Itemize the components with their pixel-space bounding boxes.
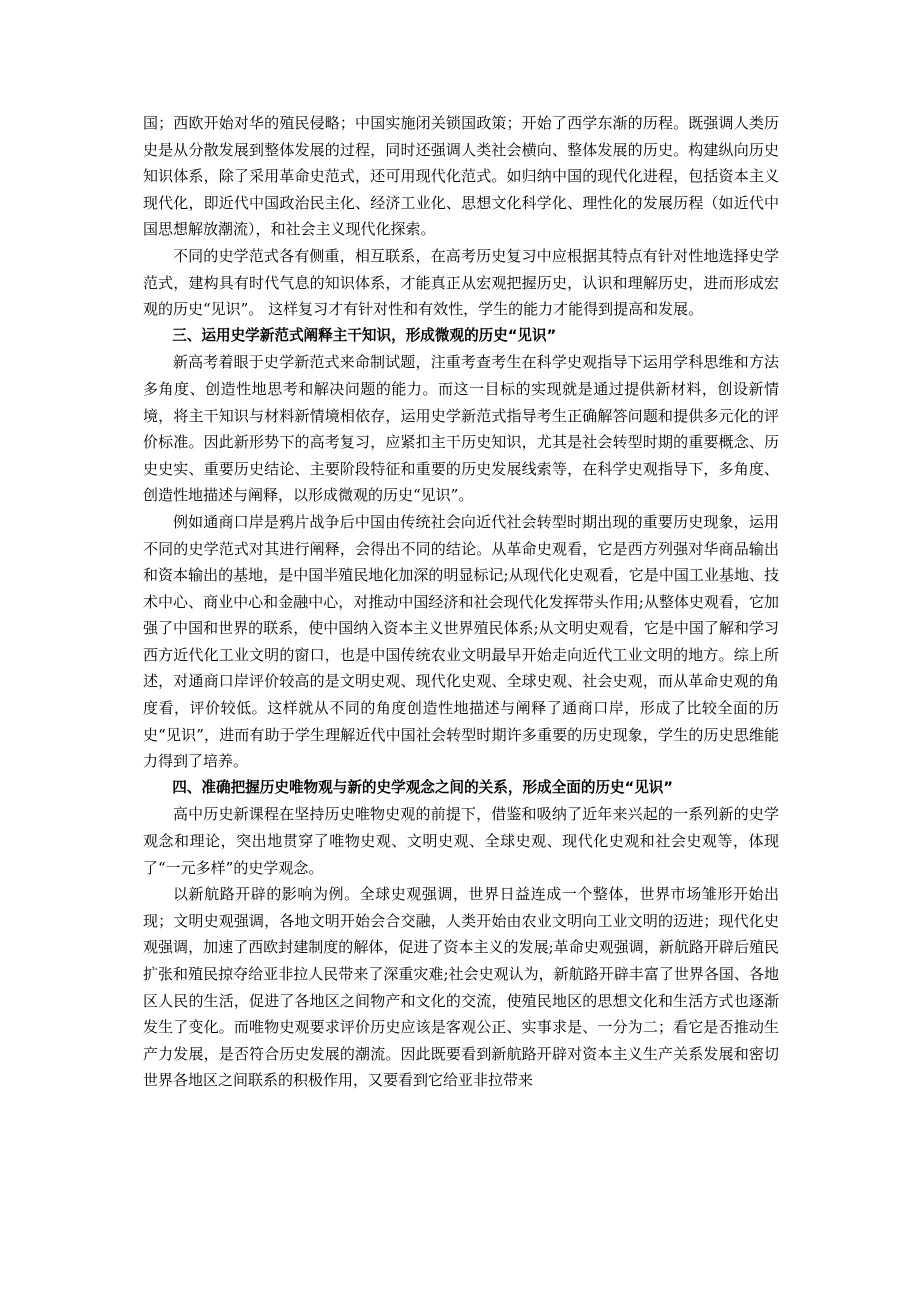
body-paragraph-6: 以新航路开辟的影响为例。全球史观强调，世界日益连成一个整体，世界市场雏形开始出现；文明史观强调，各地文明开始会合交融，人类开始由农业文明向工业文明的迈进；现代化史观强调，加速了西欧封建制度的解体，促进了资本主义的发展;革命史观强调，新航路开辟后殖民扩张和殖民掠夺给亚非拉人民带来了深重灾难;社会史观认为，新航路开辟丰富了世界各国、各地区人民的生活，促进了各地区之间物产和文化的交流，使殖民地区的思想文化和生活方式也逐渐发生了变化。而唯物史观要求评价历史应该是客观公正、实事求是、一分为二；看它是否推动生产力发展，是否符合历史发展的潮流。因此既要看到新航路开辟对资本主义生产关系发展和密切世界各地区之间联系的积极作用，又要看到它给亚非拉带来 — [143, 885, 779, 1090]
document-page — [143, 110, 779, 1094]
body-paragraph-2: 不同的史学范式各有侧重，相互联系，在高考历史复习中应根据其特点有针对性地选择史学范式，建构具有时代气息的知识体系，才能真正从宏观把握历史，认识和理解历史，进而形成宏观的历史“见识”。 这样复习才有针对性和有效性，学生的能力才能得到提高和发展。 — [143, 246, 779, 319]
body-paragraph-3: 新高考着眼于史学新范式来命制试题，注重考查考生在科学史观指导下运用学科思维和方法多角度、创造性地思考和解决问题的能力。而这一目标的实现就是通过提供新材料，创设新情境，将主干知识与材料新情境相依存，运用史学新范式指导考生正确解答问题和提供多元化的评价标准。因此新形势下的高考复习，应紧扣主干历史知识，尤其是社会转型时期的重要概念、历史史实、重要历史结论、主要阶段特征和重要的历史发展线索等，在科学史观指导下，多角度、创造性地描述与阐释，以形成微观的历史“见识”。 — [143, 353, 779, 505]
section-heading-4: 四、准确把握历史唯物观与新的史学观念之间的关系，形成全面的历史“见识” — [172, 778, 673, 796]
body-paragraph-5: 高中历史新课程在坚持历史唯物史观的前提下，借鉴和吸纳了近年来兴起的一系列新的史学观念和理论，突出地贯穿了唯物史观、文明史观、全球史观、现代化史观和社会史观等，体现了“一元多样”的史学观念。 — [143, 805, 779, 877]
body-paragraph-4: 例如通商口岸是鸦片战争后中国由传统社会向近代社会转型时期出现的重要历史现象，运用不同的史学范式对其进行阐释，会得出不同的结论。从革命史观看，它是西方列强对华商品输出和资本输出的基地，是中国半殖民地化加深的明显标记;从现代化史观看，它是中国工业基地、技术中心、商业中心和金融中心，对推动中国经济和社会现代化发挥带头作用;从整体史观看，它加强了中国和世界的联系，使中国纳入资本主义世界殖民体系;从文明史观看，它是中国了解和学习西方近代化工业文明的窗口，也是中国传统农业文明最早开始走向近代工业文明的地方。综上所述，对通商口岸评价较高的是文明史观、现代化史观、全球史观、社会史观，而从革命史观的角度看，评价较低。这样就从不同的角度创造性地描述与阐释了通商口岸，形成了比较全面的历史“见识”，进而有助于学生理解近代中国社会转型时期许多重要的历史现象，学生的历史思维能力得到了培养。 — [143, 512, 779, 771]
body-paragraph-1: 国；西欧开始对华的殖民侵略；中国实施闭关锁国政策；开始了西学东渐的历程。既强调人类历史是从分散发展到整体发展的过程，同时还强调人类社会横向、整体发展的历史。构建纵向历史知识体系，除了采用革命史范式，还可用现代化范式。如归纳中国的现代化进程，包括资本主义现代化，即近代中国政治民主化、经济工业化、思想文化科学化、理性化的发展历程（如近代中国思想解放潮流），和社会主义现代化探索。 — [143, 114, 779, 239]
section-heading-3: 三、运用史学新范式阐释主干知识，形成微观的历史“见识” — [172, 326, 557, 344]
